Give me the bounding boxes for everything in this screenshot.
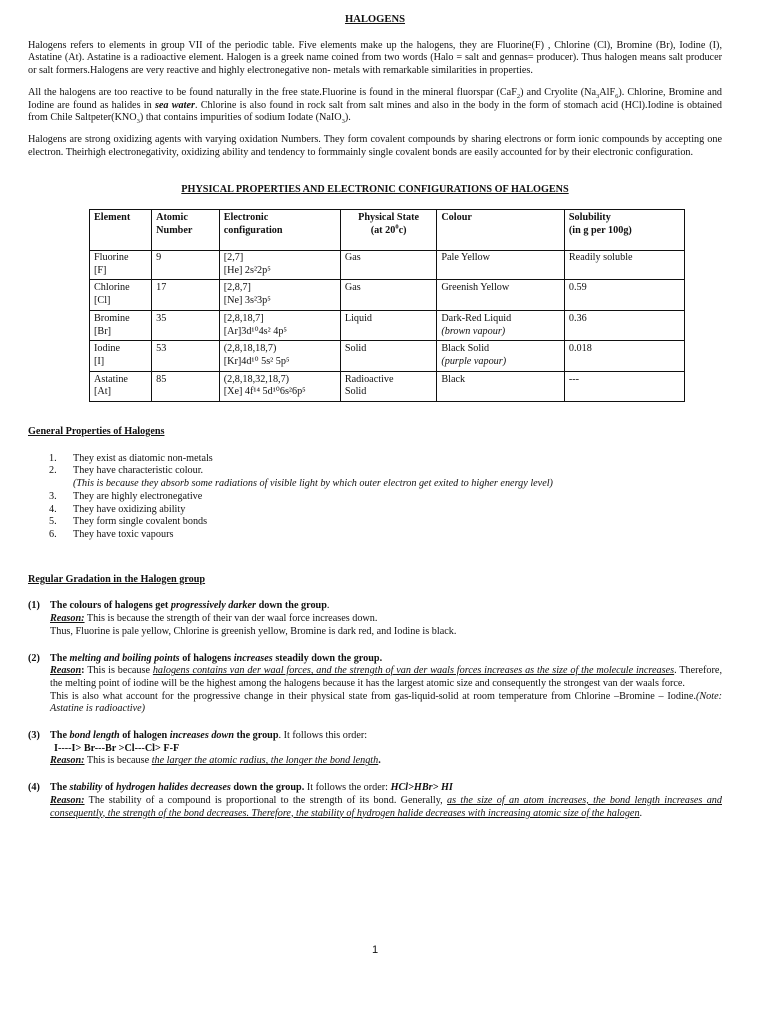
list-text: They have oxidizing ability	[73, 503, 186, 515]
text-run: The	[50, 730, 70, 742]
cell-text: [He] 2s²2p⁵	[223, 264, 271, 276]
reason-label: Reason:	[50, 755, 85, 767]
bond-order: I----I> Br---Br >Cl---Cl> F-F	[54, 742, 180, 754]
table-row	[90, 371, 685, 401]
text-run: The	[50, 782, 70, 794]
cell-text: Bromine	[94, 312, 130, 324]
text-run: The colours of halogens get	[50, 600, 171, 612]
list-number: 3.	[49, 490, 57, 502]
cell-text: [2,8,7]	[223, 282, 251, 294]
list-text: They have characteristic colour.	[73, 465, 204, 477]
item-number: (1)	[28, 600, 40, 612]
text-run: as the size of an atom increases, the bond length increases and consequently, the strength of the bond decreases. Therefore, the stability of hydrogen halide decreases with increasing atomic size of the halogen	[50, 794, 722, 819]
page-number: 1	[371, 944, 379, 956]
cell-text: 53	[156, 343, 167, 355]
cell-text: 0.36	[568, 312, 587, 324]
item-heading	[28, 653, 722, 666]
cell-text: [Ar]3d¹⁰4s² 4p⁵	[223, 325, 287, 337]
header-text: Element	[94, 212, 131, 224]
cell-text: 9	[156, 252, 162, 264]
text-run: down the group.	[230, 782, 305, 794]
reason-label: Reason:	[50, 794, 85, 806]
text-run: The	[50, 652, 70, 664]
text-run: ) that contains impurities of sodium Iodate (NaIO	[139, 112, 342, 124]
item-number: (2)	[28, 652, 40, 664]
cell-text: (brown vapour)	[441, 325, 506, 337]
table-body	[90, 251, 685, 402]
text-run: All the halogens are too reactive to be found naturally in the free state.Fluorine is found in the mineral fluorspar (CaF	[28, 86, 517, 98]
text-run: .	[326, 600, 330, 612]
list-number: 2.	[49, 465, 57, 477]
cell-solubility	[564, 251, 684, 280]
cell-text: (purple vapour)	[441, 355, 507, 367]
cell-text: Black Solid	[441, 343, 490, 355]
intro-paragraph-3: Halogens are strong oxidizing agents with varying oxidation Numbers. They form covalent compounds by sharing electrons or form ionic compounds by accepting one electron. Theirhigh electronegativity, oxidizing ability and tendency to formmainly single covalent bonds are easily accounted for by their electronic configuration.	[28, 133, 722, 158]
cell-text: Dark-Red Liquid	[441, 312, 512, 324]
cell-physical-state	[340, 371, 436, 401]
text-run: ) and Cryolite (Na	[520, 86, 597, 98]
cell-text: (2,8,18,18,7)	[223, 343, 277, 355]
text-run: AlF	[599, 86, 616, 98]
header-text: configuration	[223, 224, 283, 236]
item-number: (4)	[28, 782, 40, 794]
cell-text: Greenish Yellow	[441, 282, 510, 294]
list-text: They form single covalent bonds	[73, 516, 208, 528]
document-page	[28, 14, 722, 834]
text-run: of halogens	[179, 652, 234, 664]
gradation-item-bond-length	[28, 730, 722, 768]
cell-text: [Br]	[94, 325, 111, 337]
text-run: The stability of a compound is proportional to the strength of its bond. Generally,	[84, 794, 448, 806]
subscript: 3	[136, 118, 140, 126]
cell-atomic-number	[152, 280, 220, 310]
cell-text: [I]	[94, 355, 105, 367]
reason-label: Reason:	[50, 613, 85, 625]
text-run: progressively darker	[170, 600, 257, 612]
page-title: HALOGENS	[344, 14, 406, 25]
item-number: (3)	[28, 730, 40, 742]
cell-colour	[437, 280, 565, 310]
cell-configuration	[219, 251, 340, 280]
gradation-item-colour	[28, 600, 722, 638]
cell-text: Pale Yellow	[441, 252, 491, 264]
cell-configuration	[219, 341, 340, 371]
cell-colour	[437, 371, 565, 401]
item-heading	[28, 782, 722, 795]
list-item	[49, 529, 722, 542]
cell-physical-state	[340, 341, 436, 371]
cell-element	[90, 341, 152, 371]
header-text: Number	[156, 224, 193, 236]
general-properties-title: General Properties of Halogens	[28, 426, 165, 438]
intro-paragraph-1: Halogens refers to elements in group VII of the periodic table. Five elements make up the halogens, they are Fluorine(F) , Chlorine (Cl), Bromine (Br), Iodine (I), Astatine (At). Astatine is a radioactive element. Halogen is a greek name coined from two words (Halo = salt and gennas= producer). Thus halogen means salt producer or salt formers.Halogens are very reactive and highly electronegative non- metals with remarkable similarities in properties.	[28, 39, 722, 77]
list-text: They exist as diatomic non-metals	[73, 452, 213, 464]
gradation-item-stability	[28, 782, 722, 820]
table-header-row	[90, 210, 685, 251]
text-run: .	[378, 755, 381, 767]
cell-atomic-number	[152, 310, 220, 340]
cell-solubility	[564, 341, 684, 371]
gradation-item-melting-points	[28, 653, 722, 717]
text-run: (Note: Astatine is radioactive)	[50, 690, 722, 715]
cell-colour	[437, 251, 565, 280]
text-run: ). Chlorine, Bromine and Iodine are found as halides in	[28, 86, 723, 111]
cell-text: Chlorine	[94, 282, 130, 294]
cell-text: [Ne] 3s²3p⁵	[223, 295, 271, 307]
cell-element	[90, 310, 152, 340]
text-run: This is because	[84, 665, 153, 677]
text-run: down the group	[256, 600, 327, 612]
table-row	[90, 280, 685, 310]
header-text: Atomic	[156, 212, 188, 224]
cell-atomic-number	[152, 251, 220, 280]
cell-atomic-number	[152, 371, 220, 401]
text-run: .	[639, 807, 643, 819]
item-heading	[28, 600, 722, 613]
cell-element	[90, 371, 152, 401]
cell-text: [F]	[94, 264, 107, 276]
subscript: 3	[341, 118, 345, 126]
cell-text: 0.018	[568, 343, 592, 355]
header-text: Solubility	[568, 212, 611, 224]
cell-text: Solid	[344, 343, 367, 355]
cell-colour	[437, 341, 565, 371]
text-run: hydrogen halides decreases	[115, 782, 231, 794]
cell-text: 85	[156, 373, 167, 385]
item-body	[28, 743, 722, 768]
superscript: 0	[395, 223, 399, 231]
text-run: of halogen	[119, 730, 170, 742]
text-run: increases down	[169, 730, 234, 742]
text-run: :	[81, 665, 85, 677]
cell-text: 35	[156, 312, 167, 324]
text-run: melting and boiling points	[69, 652, 180, 664]
general-properties-list-continued	[28, 491, 722, 542]
item-body	[28, 665, 722, 716]
text-run: bond length	[69, 730, 120, 742]
table-row	[90, 310, 685, 340]
cell-text: ---	[568, 373, 580, 385]
list-text: They are highly electronegative	[73, 490, 203, 502]
cell-text: [2,7]	[223, 252, 244, 264]
reason-label: Reason	[50, 665, 82, 677]
text-run: halogens contains van der waal forces, and the strength of van der waals forces increases as the size of the molecule increases	[152, 665, 675, 677]
subscript: 3	[596, 92, 600, 100]
list-number: 6.	[49, 528, 57, 540]
list-item	[49, 453, 722, 466]
cell-configuration	[219, 280, 340, 310]
text-run: It follows the order:	[304, 782, 391, 794]
cell-text: 0.59	[568, 282, 587, 294]
intro-paragraph-2	[28, 87, 722, 125]
cell-atomic-number	[152, 341, 220, 371]
header-text: c)	[398, 224, 407, 236]
cell-text: [2,8,18,7]	[223, 312, 264, 324]
list-item	[49, 465, 722, 478]
text-run: This is also what account for the progressive change in their physical state from gas-liquid-solid at room temperature from Chlorine –Bromine – Iodine.	[50, 690, 696, 702]
header-solubility	[564, 210, 684, 251]
list-item	[49, 491, 722, 504]
cell-text: Radioactive	[344, 373, 394, 385]
header-physical-state	[340, 210, 436, 251]
text-run: increases	[233, 652, 273, 664]
text-run: the group	[233, 730, 279, 742]
item-body	[28, 613, 722, 638]
cell-text: Astatine	[94, 373, 128, 385]
header-text: Colour	[441, 212, 472, 224]
cell-text: [Cl]	[94, 295, 111, 307]
cell-physical-state	[340, 251, 436, 280]
subscript: 2	[516, 92, 521, 100]
cell-text: Liquid	[344, 312, 373, 324]
text-run: the larger the atomic radius, the longer the bond length	[151, 755, 379, 767]
header-text: (in g per 100g)	[568, 224, 632, 236]
properties-table	[89, 209, 685, 402]
stability-order: HCl>HBr> HI	[390, 782, 453, 794]
cell-element	[90, 280, 152, 310]
subscript: 6	[615, 92, 619, 100]
list-number: 5.	[49, 516, 57, 528]
list-item	[49, 516, 722, 529]
text-run: This is because	[84, 755, 152, 767]
text-run: . It follows this order:	[278, 730, 368, 742]
text-run: of	[102, 782, 116, 794]
cell-text: (2,8,18,32,18,7)	[223, 373, 290, 385]
table-title: PHYSICAL PROPERTIES AND ELECTRONIC CONFIGURATIONS OF HALOGENS	[181, 184, 569, 196]
cell-text: Readily soluble	[568, 252, 633, 264]
cell-solubility	[564, 310, 684, 340]
header-atomic-number	[152, 210, 220, 251]
list-number: 4.	[49, 503, 57, 515]
header-colour	[437, 210, 565, 251]
text-run: steadily down the group.	[272, 652, 383, 664]
table-row	[90, 341, 685, 371]
text-run: . Therefore, the melting point of iodine will be the highest among the halogens because it has the largest atomic size and consequently the strongest van der waals force.	[50, 665, 722, 689]
text-run: Thus, Fluorine is pale yellow, Chlorine is greenish yellow, Bromine is dark red, and Iodine is black.	[50, 625, 457, 637]
cell-physical-state	[340, 310, 436, 340]
text-run: . Chlorine is also found in rock salt from salt mines and also in the body in the form of stomach acid (HCl).Iodine is obtained from Chile Saltpeter(KNO	[28, 99, 722, 124]
cell-element	[90, 251, 152, 280]
cell-physical-state	[340, 280, 436, 310]
cell-text: Black	[441, 373, 466, 385]
cell-text: [Xe] 4f¹⁴ 5d¹⁰6s²6p⁵	[223, 386, 306, 398]
general-properties-list	[28, 453, 722, 478]
colour-note: (This is because they absorb some radiations of visible light by which outer electron get exited to higher energy level)	[73, 478, 553, 490]
list-item	[49, 504, 722, 517]
cell-text: Iodine	[94, 343, 121, 355]
header-text: (at 20	[370, 224, 396, 236]
cell-text: Solid	[344, 386, 367, 398]
text-run: This is because the strength of their van der waal force increases down.	[84, 613, 378, 625]
header-text: Physical State	[358, 212, 419, 224]
gradation-title: Regular Gradation in the Halogen group	[28, 573, 206, 585]
list-text: They have toxic vapours	[73, 528, 174, 540]
list-number: 1.	[49, 452, 57, 464]
header-element	[90, 210, 152, 251]
cell-configuration	[219, 371, 340, 401]
cell-configuration	[219, 310, 340, 340]
text-run: stability	[69, 782, 103, 794]
item-heading	[28, 730, 722, 743]
cell-colour	[437, 310, 565, 340]
cell-text: Fluorine	[94, 252, 129, 264]
cell-text: Gas	[344, 252, 361, 264]
cell-solubility	[564, 371, 684, 401]
item-body	[28, 795, 722, 820]
header-text: Electronic	[223, 212, 269, 224]
cell-text: Gas	[344, 282, 361, 294]
cell-text: [At]	[94, 386, 111, 398]
cell-text: [Kr]4d¹⁰ 5s² 5p⁵	[223, 355, 290, 367]
cell-solubility	[564, 280, 684, 310]
emphasis-sea-water: sea water	[154, 99, 195, 111]
text-run: ).	[344, 112, 351, 124]
header-configuration	[219, 210, 340, 251]
table-row	[90, 251, 685, 280]
cell-text: 17	[156, 282, 167, 294]
